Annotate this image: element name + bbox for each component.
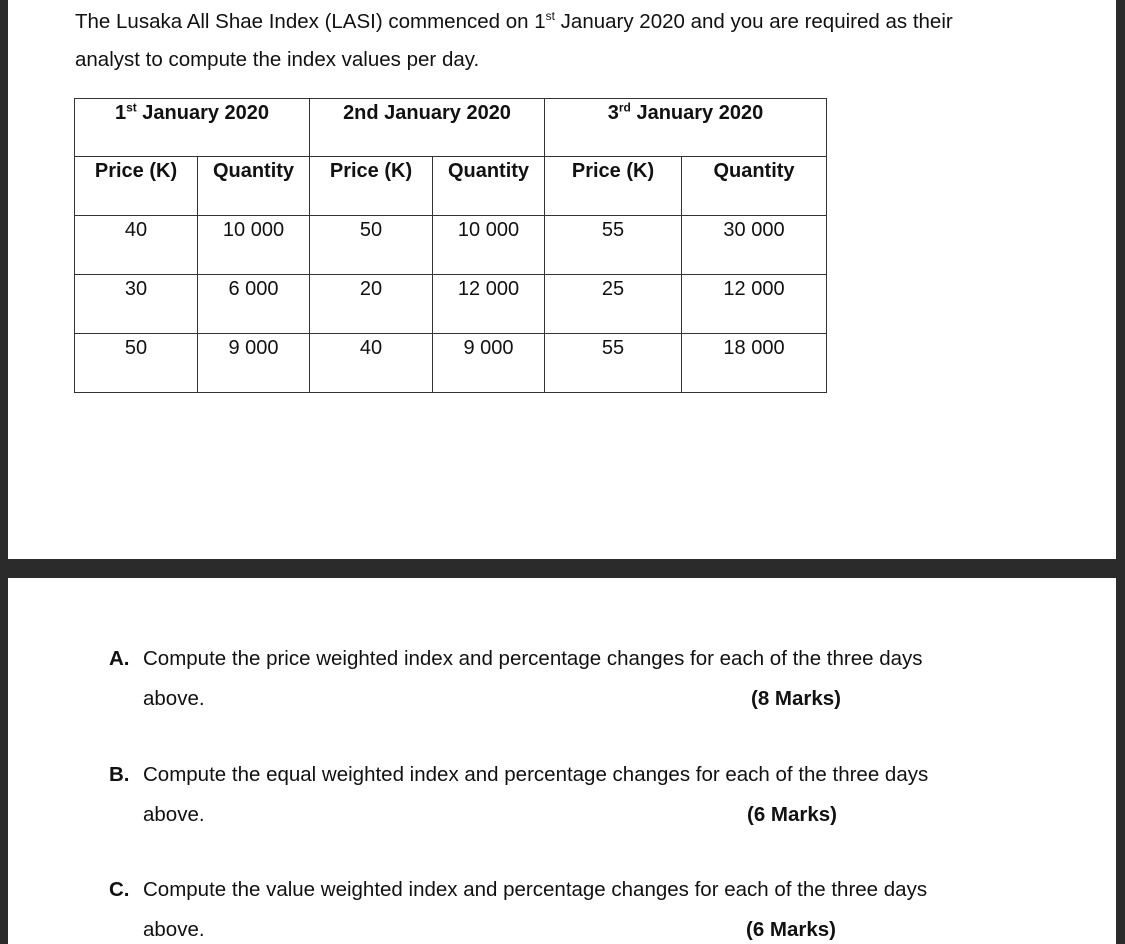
question-text: Compute the value weighted index and percentage changes for each of the three days [143,878,928,901]
table-cell: 30 000 [682,216,827,275]
intro-line1-sup: st [545,9,555,24]
date-header-day3: 3rd January 2020 [545,99,827,157]
table-cell: 50 [75,334,198,393]
table-cell: 50 [310,216,433,275]
table-cell: 25 [545,275,682,334]
column-header: Quantity [433,157,545,216]
table-cell: 55 [545,334,682,393]
column-header: Quantity [198,157,310,216]
column-header-row [75,157,827,216]
page-bottom [8,578,1116,944]
table-cell: 12 000 [682,275,827,334]
question-letter: A. [109,647,130,670]
question-continuation: above. [143,918,205,941]
table-cell: 30 [75,275,198,334]
intro-line1-pre: The Lusaka All Shae Index (LASI) commenced on 1 [75,10,546,33]
price-quantity-table [74,98,827,393]
question-b [109,763,1009,827]
question-text: Compute the equal weighted index and percentage changes for each of the three days [143,763,929,786]
question-letter: B. [109,763,130,786]
question-a [109,647,1009,711]
question-text: Compute the price weighted index and percentage changes for each of the three days [143,647,923,670]
table-cell: 9 000 [433,334,545,393]
column-header: Price (K) [310,157,433,216]
table-cell: 18 000 [682,334,827,393]
table-cell: 20 [310,275,433,334]
date-header-row [75,99,827,157]
page-top [8,0,1116,559]
table-row [75,216,827,275]
date-header-day2: 2nd January 2020 [310,99,545,157]
intro-line1-post: January 2020 and you are required as their [554,10,953,33]
column-header: Price (K) [545,157,682,216]
table-cell: 55 [545,216,682,275]
question-letter: C. [109,878,130,901]
table-cell: 40 [75,216,198,275]
question-marks: (8 Marks) [751,687,842,710]
table-cell: 10 000 [198,216,310,275]
table-row [75,275,827,334]
table-cell: 9 000 [198,334,310,393]
table-cell: 12 000 [433,275,545,334]
table-cell: 40 [310,334,433,393]
question-continuation: above. [143,687,205,710]
question-marks: (6 Marks) [746,918,837,941]
column-header: Price (K) [75,157,198,216]
intro-paragraph [75,3,1065,79]
question-c [109,878,1009,942]
question-continuation: above. [143,803,205,826]
date-header-day1: 1st January 2020 [75,99,310,157]
column-header: Quantity [682,157,827,216]
table-row [75,334,827,393]
table-cell: 6 000 [198,275,310,334]
intro-line2: analyst to compute the index values per day. [75,48,480,71]
question-marks: (6 Marks) [747,803,838,826]
table-cell: 10 000 [433,216,545,275]
